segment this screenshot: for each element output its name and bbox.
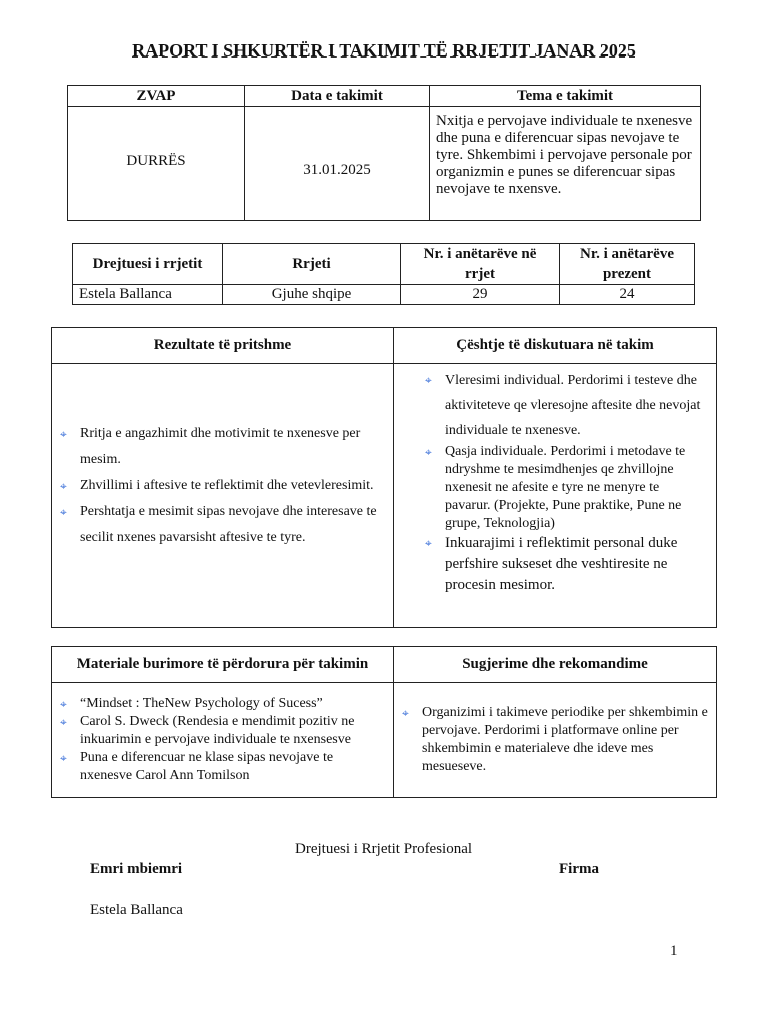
- header-leader: Drejtuesi i rrjetit: [73, 244, 223, 285]
- bullet-icon: ⌖: [402, 706, 409, 720]
- present-value: 24: [560, 285, 695, 305]
- list-item: ⌖ “Mindset : TheNew Psychology of Sucess”: [60, 696, 323, 711]
- bullet-icon: ⌖: [60, 697, 67, 711]
- bullet-icon: ⌖: [60, 426, 67, 441]
- bullet-icon: ⌖: [425, 536, 432, 550]
- header-discussed-issues: Çështje të diskutuara në takim: [394, 328, 717, 364]
- bullet-icon: ⌖: [60, 751, 67, 765]
- bullet-icon: ⌖: [425, 445, 432, 459]
- list-item: ⌖ Puna e diferencuar ne klase sipas nevojave te nxenesve Carol Ann Tomilson: [60, 750, 334, 783]
- zvap-value: DURRËS: [68, 107, 245, 221]
- header-zvap: ZVAP: [68, 86, 245, 107]
- header-expected-results: Rezultate të pritshme: [52, 328, 394, 364]
- header-date: Data e takimit: [245, 86, 430, 107]
- list-item: ⌖ Carol S. Dweck (Rendesia e mendimit pozitiv ne inkuarimin e pervojave individuale te nxensesve: [60, 714, 355, 747]
- expected-results-cell: [52, 364, 394, 628]
- header-materials: Materiale burimore të përdorura për takimin: [52, 647, 394, 683]
- network-value: Gjuhe shqipe: [223, 285, 401, 305]
- footer-role: Drejtuesi i Rrjetit Profesional: [295, 841, 473, 857]
- list-item: ⌖ Rritja e angazhimit dhe motivimit te nxenesve per mesim.: [60, 421, 385, 473]
- bullet-icon: ⌖: [425, 373, 432, 387]
- header-network: Rrjeti: [223, 244, 401, 285]
- bullet-icon: ⌖: [60, 715, 67, 729]
- list-item: ⌖ Vleresimi individual. Perdorimi i testeve dhe aktiviteteve qe vleresojne aftesite dhe nevojat individuale te nxenesve.: [425, 368, 708, 443]
- list-item: ⌖ Qasja individuale. Perdorimi i metodave te ndryshme te mesimdhenjes qe zhvillojne nxenesit ne afesite e tyre ne menyre te pavarur. (Projekte, Pune praktike, Pune ne grupe, Teknologjia): [425, 444, 686, 531]
- list-item: ⌖ Zhvillimi i aftesive te reflektimit dhe vetevleresimit.: [60, 473, 385, 499]
- materials-table: [51, 646, 717, 798]
- header-members: Nr. i anëtarëve në rrjet: [401, 244, 560, 285]
- list-item: ⌖ Organizimi i takimeve periodike per shkembimin e pervojave. Perdorimi i platformave online per shkembimin e materialeve dhe ideve mes mesueseve.: [402, 705, 708, 774]
- bullet-icon: ⌖: [60, 478, 67, 493]
- materials-cell: [52, 683, 394, 798]
- header-suggestions: Sugjerime dhe rekomandime: [394, 647, 717, 683]
- header-topic: Tema e takimit: [430, 86, 701, 107]
- list-item: ⌖ Inkuarajimi i reflektimit personal duke perfshire sukseset dhe veshtiresite ne procesin mesimor.: [425, 535, 678, 593]
- bullet-icon: ⌖: [60, 504, 67, 519]
- date-value: 31.01.2025: [245, 107, 430, 221]
- name-label: Emri mbiemri: [90, 861, 183, 877]
- report-title: RAPORT I SHKURTËR I TAKIMIT TË RRJETIT JANAR 2025: [132, 40, 636, 60]
- list-item: ⌖ Pershtatja e mesimit sipas nevojave dhe interesave te secilit nxenes pavarsisht aftesive te tyre.: [60, 499, 385, 551]
- results-table: [51, 327, 717, 628]
- network-table: [72, 243, 695, 305]
- suggestions-cell: [394, 683, 717, 798]
- signature-label: Firma: [559, 861, 599, 877]
- leader-name: Estela Ballanca: [90, 902, 183, 918]
- topic-value: Nxitja e pervojave individuale te nxenesve dhe puna e diferencuar sipas nevojave te tyre. Shkembimi i pervojave personale por organizmin e punes se diferencuar sipas nevojave te nxensve.: [430, 107, 701, 221]
- leader-value: Estela Ballanca: [73, 285, 223, 305]
- discussed-issues-cell: [394, 364, 717, 628]
- page-number: 1: [670, 943, 678, 959]
- header-present: Nr. i anëtarëve prezent: [560, 244, 695, 285]
- meeting-info-table: [67, 85, 701, 221]
- members-value: 29: [401, 285, 560, 305]
